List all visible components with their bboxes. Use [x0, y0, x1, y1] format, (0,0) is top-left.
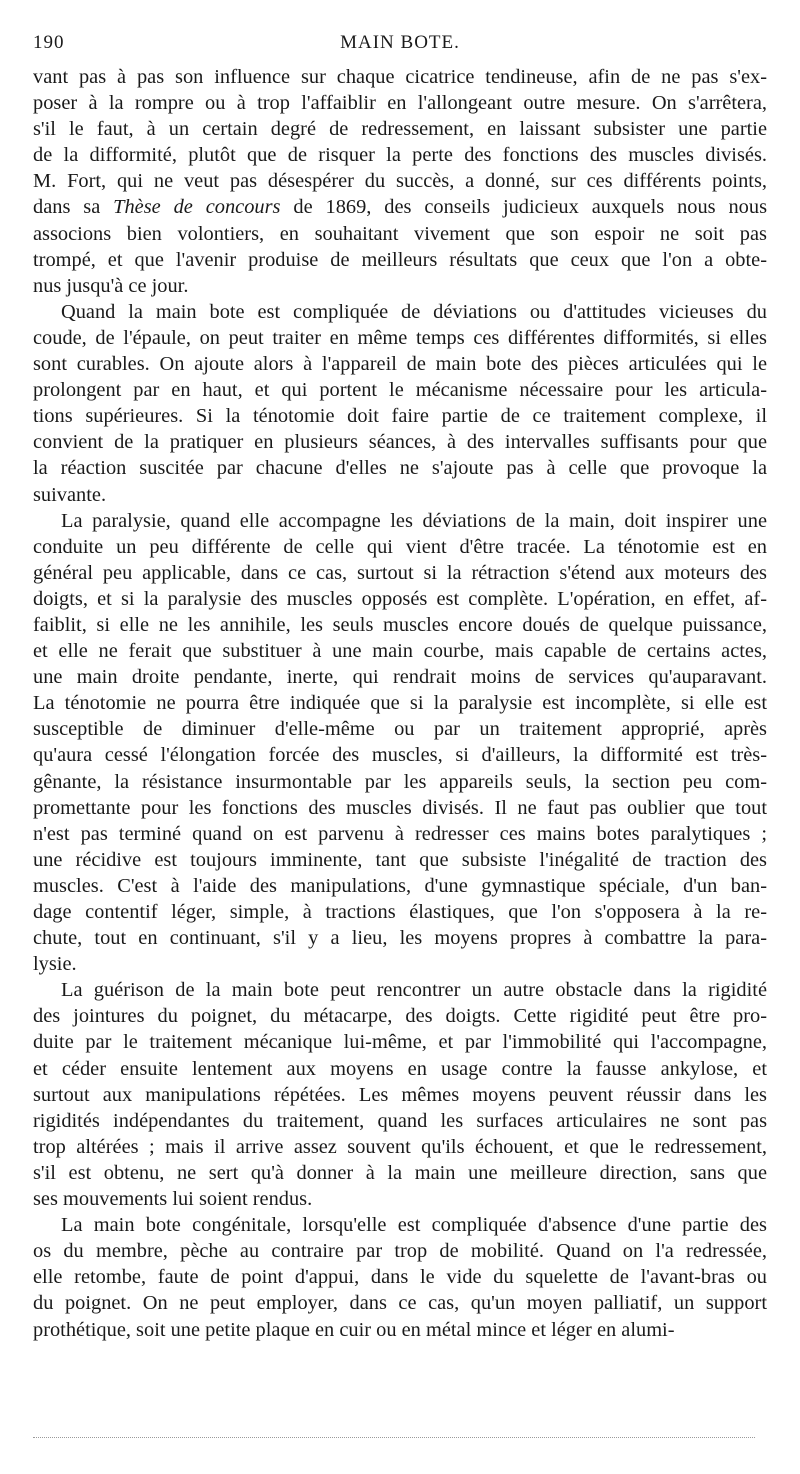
italic-title: Thèse de concours: [113, 196, 281, 219]
text-line: muscles. C'est à l'aide des manipulations, d'une gymnastique spéciale, d'un ban-: [33, 874, 767, 897]
paragraph: [33, 508, 767, 978]
paragraph: [33, 1212, 767, 1342]
text-line: n'est pas terminé quand on est parvenu à redresser ces mains botes paralytiques ;: [33, 822, 767, 845]
text-line: prolongent par en haut, et qui portent le mécanisme nécessaire pour les articula-: [33, 379, 767, 402]
text-line: elle retombe, faute de point d'appui, dans le vide du squelette de l'avant-bras ou: [33, 1266, 767, 1289]
text-line: général peu applicable, dans ce cas, surtout si la rétraction s'étend aux moteurs des: [33, 561, 767, 584]
text-line: doigts, et si la paralysie des muscles opposés est complète. L'opération, en effet, af-: [33, 587, 767, 610]
text-line: s'il le faut, à un certain degré de redressement, en laissant subsister une partie: [33, 118, 767, 141]
text-line: nus jusqu'à ce jour.: [33, 274, 189, 297]
paragraph: [33, 64, 767, 299]
text-line: qu'aura cessé l'élongation forcée des muscles, si d'ailleurs, la difformité est très-: [33, 744, 767, 767]
text-line: et elle ne ferait que substituer à une main courbe, mais capable de certains actes,: [33, 640, 767, 663]
text-line: convient de la pratiquer en plusieurs séances, à des intervalles suffisants pour que: [33, 431, 767, 454]
paragraph: [33, 299, 767, 508]
text-line: sont curables. On ajoute alors à l'appareil de main bote des pièces articulées qui le: [33, 353, 767, 376]
text-line: une récidive est toujours imminente, tant que subsiste l'inégalité de traction des: [33, 848, 767, 871]
text-line: faiblit, si elle ne les annihile, les seuls muscles encore doués de quelque puissance,: [33, 613, 767, 636]
text-line: La guérison de la main bote peut rencontrer un autre obstacle dans la rigidité: [61, 979, 767, 1002]
text-line: susceptible de diminuer d'elle-même ou par un traitement approprié, après: [33, 718, 767, 741]
text-line: et céder ensuite lentement aux moyens en usage contre la fausse ankylose, et: [33, 1057, 767, 1080]
text-line: prothétique, soit une petite plaque en cuir ou en métal mince et léger en alumi-: [33, 1318, 675, 1341]
text-line: poser à la rompre ou à trop l'affaiblir en l'allongeant outre mesure. On s'arrêtera,: [33, 92, 767, 115]
text-line: Quand la main bote est compliquée de déviations ou d'attitudes vicieuses du: [61, 300, 767, 323]
text-line: dage contentif léger, simple, à tractions élastiques, que l'on s'opposera à la re-: [33, 901, 767, 923]
text-line: chute, tout en continuant, s'il y a lieu, les moyens propres à combattre la para-: [33, 927, 767, 950]
text-line: surtout aux manipulations répétées. Les mêmes moyens peuvent réussir dans les: [33, 1083, 767, 1106]
text-line: s'il est obtenu, ne sert qu'à donner à la main une meilleure direction, sans que: [33, 1161, 767, 1184]
text-line: une main droite pendante, inerte, qui rendrait moins de services qu'auparavant.: [33, 666, 767, 689]
text-line: la réaction suscitée par chacune d'elles ne s'ajoute pas à celle que provoque la: [33, 457, 767, 480]
text-line: La ténotomie ne pourra être indiquée que si la paralysie est incomplète, si elle est: [33, 692, 767, 715]
body-text: [33, 64, 767, 1343]
text-line: ses mouvements lui soient rendus.: [33, 1188, 313, 1211]
text-line: tions supérieures. Si la ténotomie doit faire partie de ce traitement complexe, il: [33, 405, 767, 428]
text-line: os du membre, pèche au contraire par trop de mobilité. Quand on l'a redressée,: [33, 1240, 767, 1263]
text-line: duite par le traitement mécanique lui-même, et par l'immobilité qui l'accompagne,: [33, 1031, 767, 1054]
book-page: [33, 28, 767, 1343]
text-line: trompé, et que l'avenir produise de meilleurs résultats que ceux que l'on a obte-: [33, 248, 767, 271]
text-line: trop altérées ; mais il arrive assez souvent qu'ils échouent, et que le redressement,: [33, 1135, 767, 1158]
text-line: lysie.: [33, 953, 77, 976]
page-header: [33, 28, 767, 58]
bottom-dotted-rule: [33, 1437, 755, 1438]
text-line: de la difformité, plutôt que de risquer la perte des fonctions des muscles divisés.: [33, 144, 767, 167]
text-line: dans sa Thèse de concours de 1869, des conseils judicieux auxquels nous nous: [33, 196, 767, 219]
text-line: M. Fort, qui ne veut pas désespérer du succès, a donné, sur ces différents points,: [33, 170, 767, 193]
running-title: MAIN BOTE.: [340, 32, 460, 53]
text-line: gênante, la résistance insurmontable par les appareils seuls, la section peu com-: [33, 770, 767, 793]
text-line: coude, de l'épaule, on peut traiter en même temps ces différentes difformités, si elles: [33, 326, 767, 349]
text-line: La main bote congénitale, lorsqu'elle est compliquée d'absence d'une partie des: [61, 1214, 767, 1237]
paragraph: [33, 977, 767, 1212]
text-line: associons bien volontiers, en souhaitant vivement que son espoir ne soit pas: [33, 222, 767, 245]
text-line: promettante pour les fonctions des muscles divisés. Il ne faut pas oublier que tout: [33, 796, 767, 819]
text-line: vant pas à pas son influence sur chaque cicatrice tendineuse, afin de ne pas s'ex-: [33, 66, 767, 88]
text-line: des jointures du poignet, du métacarpe, des doigts. Cette rigidité peut être pro-: [33, 1005, 767, 1028]
text-line: La paralysie, quand elle accompagne les déviations de la main, doit inspirer une: [61, 509, 767, 532]
text-line: rigidités indépendantes du traitement, quand les surfaces articulaires ne sont pas: [33, 1109, 767, 1132]
text-line: suivante.: [33, 483, 107, 506]
text-line: du poignet. On ne peut employer, dans ce cas, qu'un moyen palliatif, un support: [33, 1292, 767, 1315]
text-line: conduite un peu différente de celle qui vient d'être tracée. La ténotomie est en: [33, 535, 767, 558]
page-number: 190: [33, 32, 65, 53]
